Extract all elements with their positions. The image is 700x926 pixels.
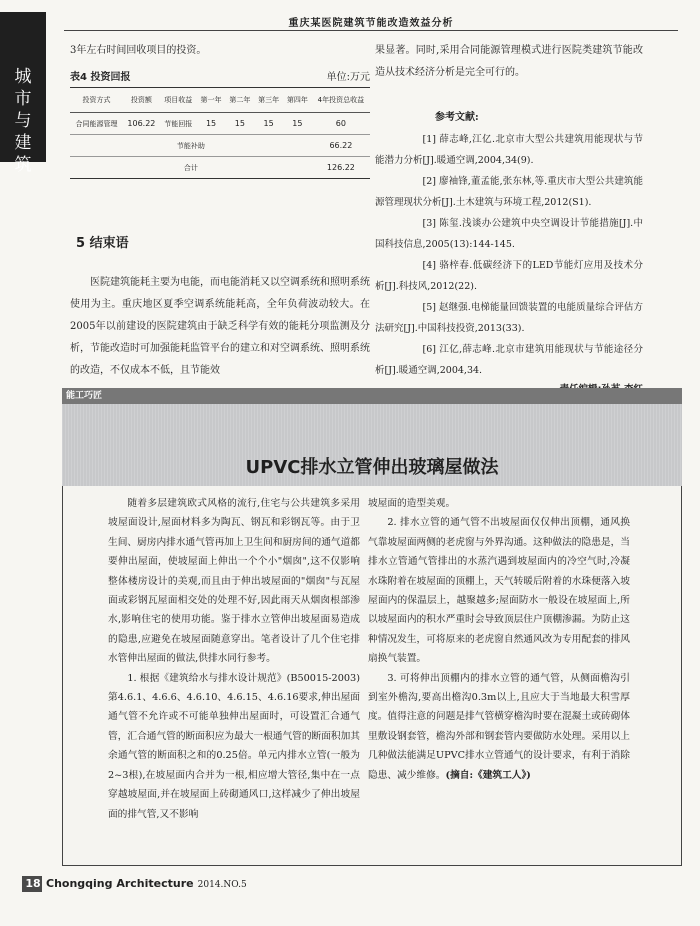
header-divider	[64, 30, 678, 31]
reference-item: [1] 薛志峰,江亿.北京市大型公共建筑用能现状与节能潜力分析[J].暖通空调,2004,34(9).	[375, 134, 643, 166]
paragraph: 3年左右时间回收项目的投资。	[70, 45, 207, 56]
table-cell: 15	[254, 113, 283, 135]
table-unit: 单位:万元	[326, 72, 370, 83]
paragraph: 2. 排水立管的通气管不出坡屋面仅仅伸出顶棚，通风换气靠坡屋面两侧的老虎窗与外界沟通。这种做法的隐患是，当排水立管通气管排出的水蒸汽遇到坡屋面内的冷空气时,冷凝水珠附着在坡屋面的顶棚上，天气转暖后附着的水珠便落入坡屋面内的保温层上，越聚越多;屋面防水一般设在坡屋面上,所以坡屋面内的积水严重时会导致顶层住户顶棚渗漏。为防止这种情况发生，可将原来的老虎窗自然通风改为专用配套的排风扇换气装置。	[368, 517, 630, 665]
conclusion-column	[70, 272, 370, 382]
table-cell: 106.22	[123, 113, 160, 135]
reference-item: [5] 赵继强.电梯能量回馈装置的电能质量综合评估方法研究[J].中国科技投资,2013(33).	[375, 302, 643, 334]
table-cell: 60	[312, 113, 370, 135]
issue-number: 2014.NO.5	[197, 880, 247, 890]
reference-item: [4] 骆梓春.低碳经济下的LED节能灯应用及技术分析[J].科技风,2012(22).	[375, 260, 643, 292]
reference-item: [3] 陈玺.浅谈办公建筑中央空调设计节能措施[J].中国科技信息,2005(13):144-145.	[375, 218, 643, 250]
article-right-column	[368, 494, 630, 785]
table-header: 投资方式	[70, 88, 123, 113]
paragraph	[368, 669, 630, 785]
table-row	[70, 113, 370, 135]
table-header: 投资额	[123, 88, 160, 113]
paragraph: 医院建筑能耗主要为电能，而电能消耗又以空调系统和照明系统使用为主。重庆地区夏季空调系统能耗高，全年负荷波动较大。在2005年以前建设的医院建筑由于缺乏科学有效的能耗分项监测及分析，节能改造时可加强能耗监管平台的建立和对空调系统、照明系统的改造，不仅成本不低，且节能效	[70, 277, 370, 376]
side-tab-char: 与	[14, 111, 32, 131]
article-title: UPVC排水立管伸出玻璃屋做法	[245, 457, 499, 478]
table-header: 第二年	[225, 88, 254, 113]
table-cell: 15	[225, 113, 254, 135]
table-header-row	[70, 88, 370, 113]
side-tab-char: 建	[14, 133, 32, 153]
side-tab-char: 筑	[14, 155, 32, 175]
paragraph: 1. 根据《建筑给水与排水设计规范》(B50015-2003)第4.6.1、4.6.6、4.6.10、4.6.15、4.6.16要求,伸出屋面通气管不允许或不可能单独伸出屋面时，可设置汇合通气管，汇合通气管的断面积应为最大一根通气管的断面积加其余通气管的断面积之和的0.25倍。单元内排水立管(一般为2~3根),在坡屋面内合并为一根,相应增大管径,集中在一点穿越坡屋面,并在坡屋面上砖砌通风口,这样减少了伸出坡屋面的排气管,又不影响	[108, 672, 360, 820]
running-title: 重庆某医院建筑节能改造效益分析	[288, 18, 454, 29]
paragraph-text: 3. 可将伸出顶棚内的排水立管的通气管，从侧面檐沟引到室外檐沟,要高出檐沟0.3m以上,且应大于当地最大积雪厚度。值得注意的问题是排气管横穿檐沟时要在混凝土或砖砌体里敷设钢套管，檐沟外部和钢套管内要做防水处理。采用以上几种做法能满足UPVC排水立管通气的设计要求，有利于消除隐患、减少维修。	[368, 672, 630, 781]
table-cell: 15	[197, 113, 226, 135]
page-number: 18	[25, 877, 41, 890]
references-heading: 参考文献:	[435, 112, 479, 123]
article-left-column	[108, 494, 360, 824]
left-column-top	[70, 40, 370, 179]
investment-table	[70, 88, 370, 179]
table-cell: 15	[283, 113, 312, 135]
table-header: 第四年	[283, 88, 312, 113]
table-cell: 126.22	[312, 157, 370, 179]
paragraph: 坡屋面的造型美观。	[368, 498, 456, 509]
reference-item: [2] 廖袖锋,董孟能,张东林,等.重庆市大型公共建筑能源管理现状分析[J].土木建筑与环境工程,2012(S1).	[375, 176, 643, 208]
source-citation: (摘自:《建筑工人》)	[445, 769, 531, 781]
column-label: 能工巧匠	[62, 388, 682, 404]
table-cell: 66.22	[312, 135, 370, 157]
table-cell: 节能回报	[160, 113, 197, 135]
table-header: 项目收益	[160, 88, 197, 113]
paragraph: 果显著。同时,采用合同能源管理模式进行医院类建筑节能改造从技术经济分析是完全可行的。	[375, 45, 643, 78]
table-cell: 合计	[70, 157, 312, 179]
reference-item: [6] 江亿,薛志峰.北京市建筑用能现状与节能途径分析[J].暖通空调,2004,34.	[375, 344, 643, 376]
right-column-top	[375, 40, 643, 395]
table-header: 第一年	[197, 88, 226, 113]
paragraph: 随着多层建筑欧式风格的流行,住宅与公共建筑多采用坡屋面设计,屋面材料多为陶瓦、钢瓦和彩钢瓦等。由于卫生间、厨房内排水通气管再加上卫生间和厨房间的通气道都要伸出屋面，使坡屋面上伸出一个个小"烟囱",这不仅影响整体楼房设计的美观,而且由于伸出坡屋面的"烟囱"与瓦屋面或彩钢瓦屋面相交处的处理不好,因此雨天从烟囱根部渗水,影响住宅的使用功能。鉴于排水立管伸出坡屋面易造成的隐患,应避免在坡屋面随意穿出。笔者设计了几个住宅排水管伸出屋面的做法,供排水同行参考。	[108, 498, 360, 665]
side-tab-char: 城	[14, 67, 32, 87]
table-header: 第三年	[254, 88, 283, 113]
section-side-tab	[0, 12, 46, 175]
table-cell: 合同能源管理	[70, 113, 123, 135]
journal-name: Chongqing Architecture	[46, 877, 194, 890]
section-heading: 5 结束语	[76, 236, 129, 251]
table-row	[70, 157, 370, 179]
table-cell: 节能补助	[70, 135, 312, 157]
table-header: 4年投资总收益	[312, 88, 370, 113]
side-tab-char: 市	[14, 89, 32, 109]
table-row	[70, 135, 370, 157]
footer	[24, 876, 247, 893]
table-caption	[70, 68, 370, 88]
table-title: 表4 投资回报	[70, 72, 131, 83]
